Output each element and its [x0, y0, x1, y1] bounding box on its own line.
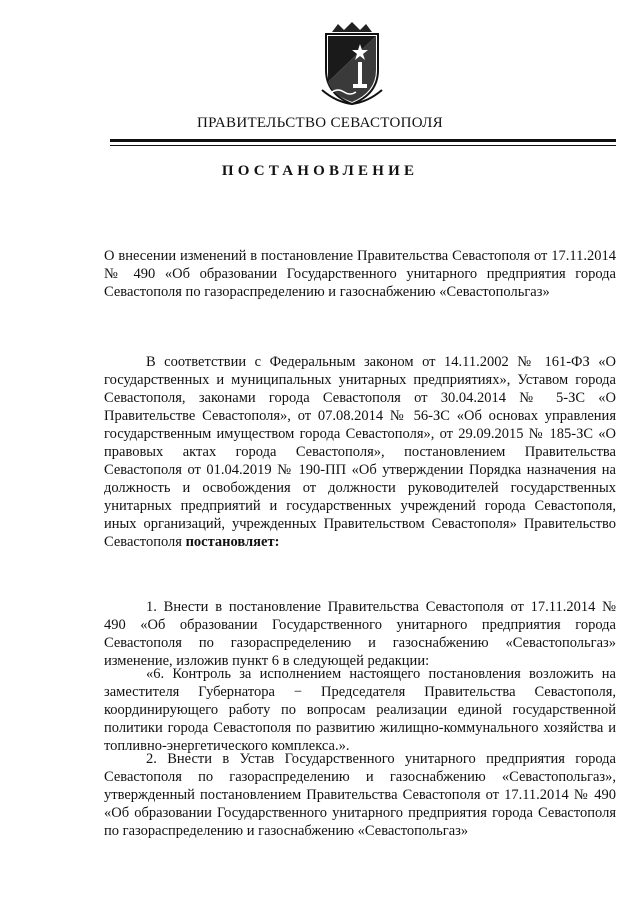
header-rule-thick: [110, 139, 616, 142]
preamble-paragraph: [104, 353, 616, 551]
resolves-keyword: постановляет:: [185, 534, 280, 550]
coat-of-arms-icon: [318, 20, 386, 106]
item-1: [104, 598, 616, 670]
item-1-text: 1. Внести в постановление Правительства Севастополя от 17.11.2014 № 490 «Об образовании Государственного унитарного предприятия города Севастополя по газораспределению и газоснабжению «Севастопольгаз» изменение, изложив пункт 6 в следующей редакции:: [104, 599, 616, 669]
preamble-text: В соответствии с Федеральным законом от 14.11.2002 № 161-ФЗ «О государственных и муниципальных унитарных предприятиях», Уставом города Севастополя, законами города Севастополя от 30.04.2014 № 5-ЗС «О Правительстве Севастополя», от 07.08.2014 № 56-ЗС «Об основах управления государственным имуществом города Севастополя», от 29.09.2015 № 185-ЗС «О правовых актах города Севастополя», постановлением Правительства Севастополя от 01.04.2019 № 190-ПП «Об утверждении Порядка назначения на должность и освобождения от должности руководителей государственных унитарных предприятий и государственных учреждений города Севастополя, иных организаций, учрежденных Правительством Севастополя» Правительство Севастополя: [104, 354, 616, 550]
item-6-quote-text: «6. Контроль за исполнением настоящего постановления возложить на заместителя Губернатора − Председателя Правительства Севастополя, координирующего работу по вопросам реализации единой государственной политики города Севастополя по развитию жилищно-коммунального хозяйства и топливно-энергетического комплекса.».: [104, 666, 616, 754]
document-subject: [104, 247, 616, 301]
document-type-title: ПОСТАНОВЛЕНИЕ: [221, 163, 419, 179]
subject-text: О внесении изменений в постановление Правительства Севастополя от 17.11.2014 № 490 «Об образовании Государственного унитарного предприятия города Севастополя по газораспределению и газоснабжению «Севастопольгаз»: [104, 248, 616, 300]
government-name: ПРАВИТЕЛЬСТВО СЕВАСТОПОЛЯ: [197, 115, 443, 131]
item-6-quote: [104, 665, 616, 755]
header-rule-thin: [110, 145, 616, 146]
item-2: [104, 750, 616, 840]
preamble: [104, 353, 616, 551]
item-2-text: 2. Внести в Устав Государственного унитарного предприятия города Севастополя по газораспределению и газоснабжению «Севастопольгаз», утвержденный постановлением Правительства Севастополя от 17.11.2014 № 490 «Об образовании Государственного унитарного предприятия города Севастополя по газораспределению и газоснабжению «Севастопольгаз»: [104, 751, 616, 839]
